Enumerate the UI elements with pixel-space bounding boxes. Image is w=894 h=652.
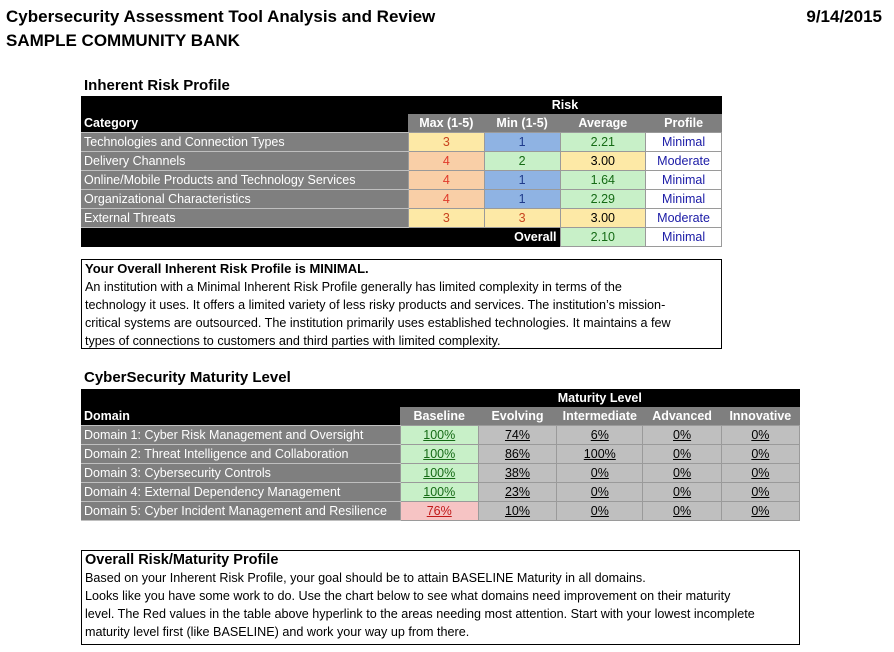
maturity-table xyxy=(81,389,800,521)
risk-category: Technologies and Connection Types xyxy=(81,133,408,152)
maturity-summary-box xyxy=(81,550,800,645)
maturity-header-row xyxy=(81,407,800,426)
table-row xyxy=(81,209,722,228)
innovative-link[interactable]: 0% xyxy=(721,483,799,502)
risk-header-row xyxy=(81,114,722,133)
risk-profile: Minimal xyxy=(646,190,722,209)
risk-min: 2 xyxy=(484,152,560,171)
baseline-link[interactable]: 76% xyxy=(400,502,478,521)
risk-average: 3.00 xyxy=(560,152,646,171)
maturity-group-label: Maturity Level xyxy=(557,391,642,405)
table-row xyxy=(81,190,722,209)
risk-category: Organizational Characteristics xyxy=(81,190,408,209)
col-domain: Domain xyxy=(84,409,130,423)
risk-overall-row xyxy=(81,228,722,247)
innovative-link[interactable]: 0% xyxy=(721,445,799,464)
table-row xyxy=(81,445,800,464)
risk-average: 1.64 xyxy=(560,171,646,190)
col-intermediate: Intermediate xyxy=(557,407,643,426)
risk-max: 3 xyxy=(408,133,484,152)
risk-profile: Minimal xyxy=(646,133,722,152)
col-profile: Profile xyxy=(646,114,722,133)
risk-summary-line: An institution with a Minimal Inherent Risk Profile generally has limited complexity in terms of the xyxy=(85,280,622,294)
risk-max: 3 xyxy=(408,209,484,228)
maturity-domain: Domain 1: Cyber Risk Management and Oversight xyxy=(81,426,400,445)
maturity-section-title: CyberSecurity Maturity Level xyxy=(84,369,291,386)
overall-average: 2.10 xyxy=(560,228,646,247)
intermediate-link[interactable]: 100% xyxy=(557,445,643,464)
evolving-link[interactable]: 86% xyxy=(478,445,556,464)
baseline-link[interactable]: 100% xyxy=(400,445,478,464)
risk-category: External Threats xyxy=(81,209,408,228)
evolving-link[interactable]: 23% xyxy=(478,483,556,502)
col-min: Min (1-5) xyxy=(484,114,560,133)
report-title: Cybersecurity Assessment Tool Analysis and Review xyxy=(6,7,436,26)
risk-section-title: Inherent Risk Profile xyxy=(84,77,230,94)
maturity-summary-line: Looks like you have some work to do. Use the chart below to see what domains need improvement on their maturity xyxy=(85,589,731,603)
evolving-link[interactable]: 74% xyxy=(478,426,556,445)
risk-summary-box xyxy=(81,259,722,349)
intermediate-link[interactable]: 0% xyxy=(557,502,643,521)
report-date: 9/14/2015 xyxy=(806,7,882,26)
baseline-link[interactable]: 100% xyxy=(400,483,478,502)
maturity-summary-line: Based on your Inherent Risk Profile, your goal should be to attain BASELINE Maturity in all domains. xyxy=(85,571,646,585)
overall-label: Overall xyxy=(484,228,560,247)
col-innovative: Innovative xyxy=(721,407,799,426)
maturity-summary-heading: Overall Risk/Maturity Profile xyxy=(85,552,279,568)
maturity-summary-line: level. The Red values in the table above hyperlink to the areas needing most attention. Start with your lowest incomplete xyxy=(85,607,755,621)
advanced-link[interactable]: 0% xyxy=(643,464,721,483)
risk-min: 3 xyxy=(484,209,560,228)
risk-max: 4 xyxy=(408,190,484,209)
advanced-link[interactable]: 0% xyxy=(643,502,721,521)
risk-profile: Moderate xyxy=(646,152,722,171)
risk-group-label: Risk xyxy=(551,98,579,112)
overall-profile: Minimal xyxy=(646,228,722,247)
maturity-domain: Domain 5: Cyber Incident Management and Resilience xyxy=(81,502,400,521)
risk-average: 2.29 xyxy=(560,190,646,209)
risk-summary-line: technology it uses. It offers a limited variety of less risky products and services. The institution’s mission- xyxy=(85,298,666,312)
maturity-domain: Domain 2: Threat Intelligence and Collaboration xyxy=(81,445,400,464)
risk-category: Delivery Channels xyxy=(81,152,408,171)
intermediate-link[interactable]: 6% xyxy=(557,426,643,445)
risk-table xyxy=(81,96,722,247)
risk-profile: Moderate xyxy=(646,209,722,228)
maturity-domain: Domain 3: Cybersecurity Controls xyxy=(81,464,400,483)
baseline-link[interactable]: 100% xyxy=(400,464,478,483)
risk-average: 2.21 xyxy=(560,133,646,152)
risk-summary-line: types of connections to customers and third parties with limited complexity. xyxy=(85,334,501,348)
risk-average: 3.00 xyxy=(560,209,646,228)
risk-summary-heading: Your Overall Inherent Risk Profile is MINIMAL. xyxy=(85,261,369,276)
table-row xyxy=(81,426,800,445)
risk-min: 1 xyxy=(484,133,560,152)
advanced-link[interactable]: 0% xyxy=(643,445,721,464)
advanced-link[interactable]: 0% xyxy=(643,483,721,502)
risk-min: 1 xyxy=(484,190,560,209)
risk-category: Online/Mobile Products and Technology Services xyxy=(81,171,408,190)
col-advanced: Advanced xyxy=(643,407,721,426)
table-row xyxy=(81,483,800,502)
col-baseline: Baseline xyxy=(400,407,478,426)
table-row xyxy=(81,464,800,483)
bank-name: SAMPLE COMMUNITY BANK xyxy=(6,31,240,50)
maturity-summary-line: maturity level first (like BASELINE) and work your way up from there. xyxy=(85,625,470,639)
risk-profile: Minimal xyxy=(646,171,722,190)
evolving-link[interactable]: 38% xyxy=(478,464,556,483)
innovative-link[interactable]: 0% xyxy=(721,426,799,445)
col-category: Category xyxy=(84,116,139,130)
col-evolving: Evolving xyxy=(478,407,556,426)
risk-min: 1 xyxy=(484,171,560,190)
col-max: Max (1-5) xyxy=(408,114,484,133)
table-row xyxy=(81,171,722,190)
innovative-link[interactable]: 0% xyxy=(721,464,799,483)
col-average: Average xyxy=(560,114,646,133)
advanced-link[interactable]: 0% xyxy=(643,426,721,445)
risk-max: 4 xyxy=(408,171,484,190)
table-row xyxy=(81,133,722,152)
maturity-domain: Domain 4: External Dependency Management xyxy=(81,483,400,502)
table-row xyxy=(81,152,722,171)
risk-summary-line: critical systems are outsourced. The institution primarily uses established technologies. It maintains a few xyxy=(85,316,671,330)
intermediate-link[interactable]: 0% xyxy=(557,483,643,502)
evolving-link[interactable]: 10% xyxy=(478,502,556,521)
table-row xyxy=(81,502,800,521)
baseline-link[interactable]: 100% xyxy=(400,426,478,445)
intermediate-link[interactable]: 0% xyxy=(557,464,643,483)
innovative-link[interactable]: 0% xyxy=(721,502,799,521)
risk-max: 4 xyxy=(408,152,484,171)
